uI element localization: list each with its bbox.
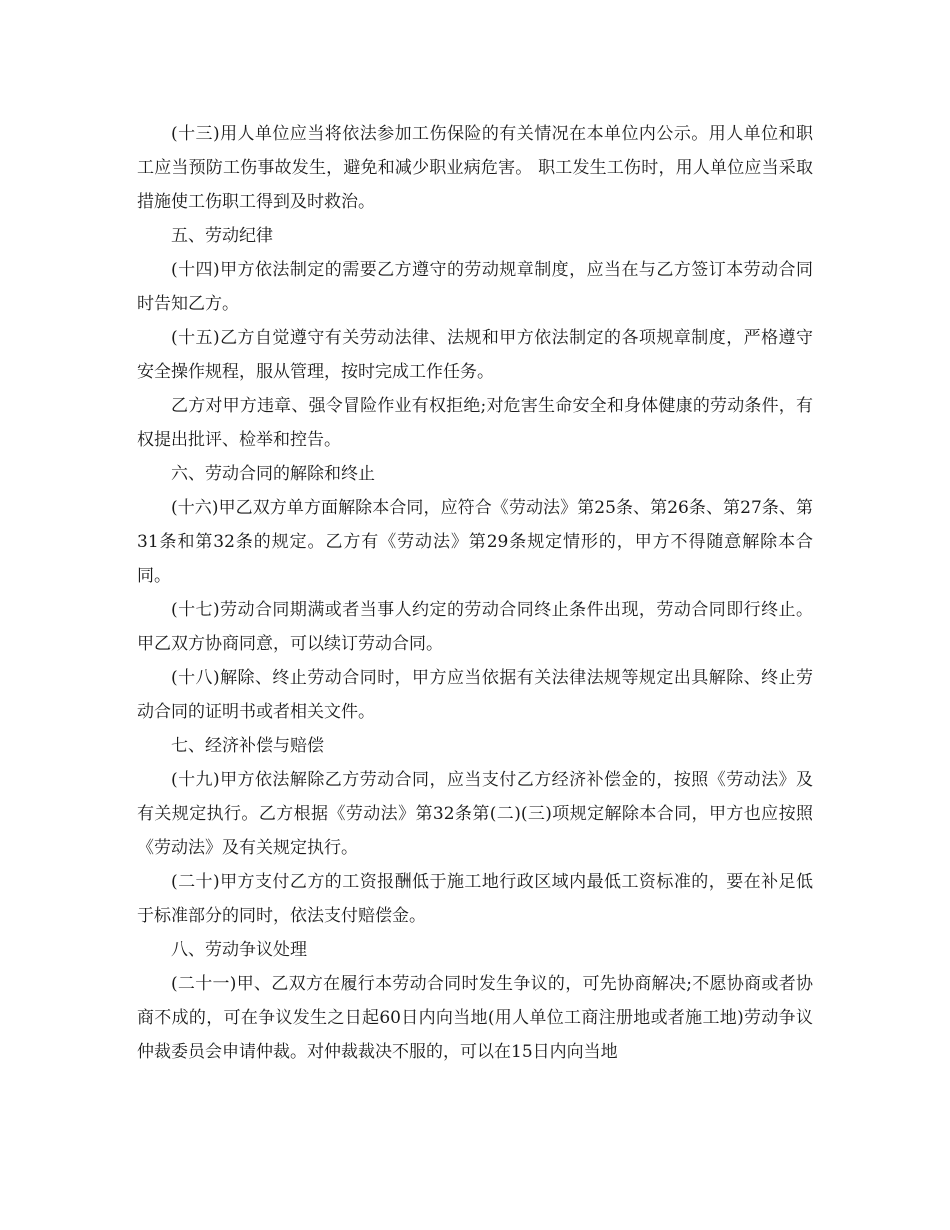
paragraph-15-continued: 乙方对甲方违章、强令冒险作业有权拒绝;对危害生命安全和身体健康的劳动条件，有权提出批评、检举和控告。 [137,396,813,450]
paragraph-20: (二十)甲方支付乙方的工资报酬低于施工地行政区域内最低工资标准的，要在补足低于标准部分的同时，依法支付赔偿金。 [137,872,813,926]
section-heading-7: 七、经济补偿与赔偿 [171,736,324,756]
paragraph-14: (十四)甲方依法制定的需要乙方遵守的劳动规章制度，应当在与乙方签订本劳动合同时告知乙方。 [137,260,813,314]
paragraph-17: (十七)劳动合同期满或者当事人约定的劳动合同终止条件出现，劳动合同即行终止。甲乙双方协商同意，可以续订劳动合同。 [137,600,813,654]
document-body [137,117,813,1069]
paragraph-15: (十五)乙方自觉遵守有关劳动法律、法规和甲方依法制定的各项规章制度，严格遵守安全操作规程，服从管理，按时完成工作任务。 [137,328,813,382]
paragraph-19: (十九)甲方依法解除乙方劳动合同，应当支付乙方经济补偿金的，按照《劳动法》及有关规定执行。乙方根据《劳动法》第32条第(二)(三)项规定解除本合同，甲方也应按照《劳动法》及有关规定执行。 [137,770,813,858]
section-heading-8: 八、劳动争议处理 [171,940,307,960]
section-heading-6: 六、劳动合同的解除和终止 [171,464,375,484]
paragraph-18: (十八)解除、终止劳动合同时，甲方应当依据有关法律法规等规定出具解除、终止劳动合同的证明书或者相关文件。 [137,668,813,722]
paragraph-13: (十三)用人单位应当将依法参加工伤保险的有关情况在本单位内公示。用人单位和职工应当预防工伤事故发生，避免和减少职业病危害。 职工发生工伤时，用人单位应当采取措施使工伤职工得到及时救治。 [137,124,813,212]
paragraph-16: (十六)甲乙双方单方面解除本合同，应符合《劳动法》第25条、第26条、第27条、第31条和第32条的规定。乙方有《劳动法》第29条规定情形的，甲方不得随意解除本合同。 [137,498,813,586]
section-heading-5: 五、劳动纪律 [171,226,273,246]
paragraph-21: (二十一)甲、乙双方在履行本劳动合同时发生争议的，可先协商解决;不愿协商或者协商不成的，可在争议发生之日起60日内向当地(用人单位工商注册地或者施工地)劳动争议仲裁委员会申请仲裁。对仲裁裁决不服的，可以在15日内向当地 [137,974,813,1062]
